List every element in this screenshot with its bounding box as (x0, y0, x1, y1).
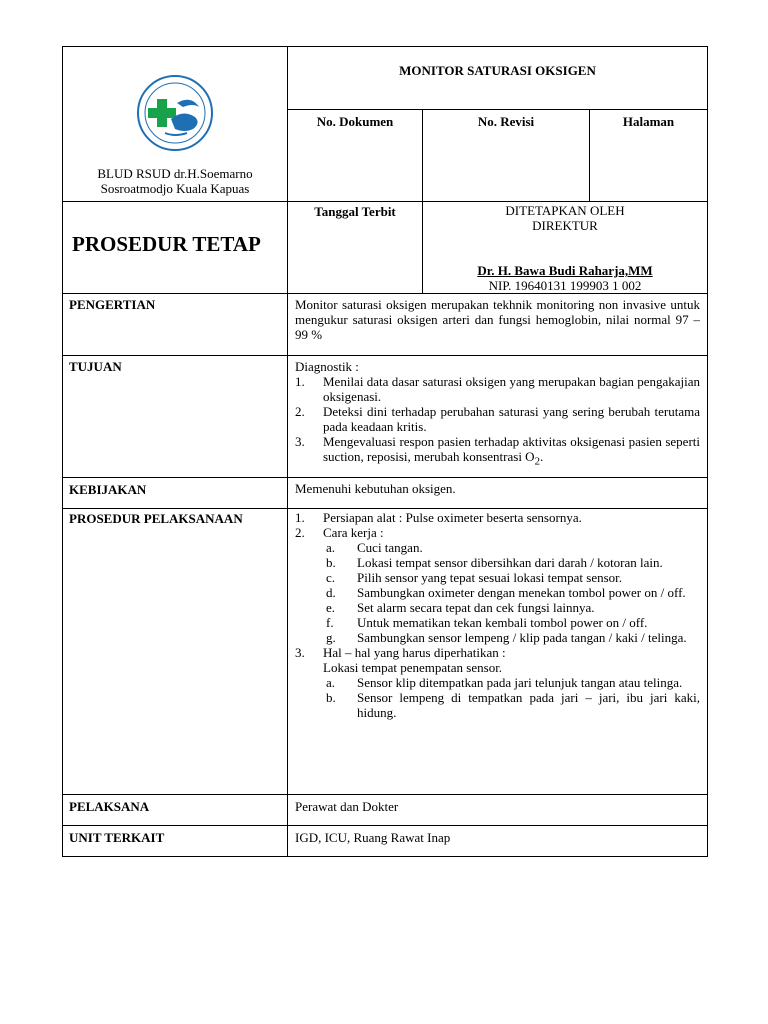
kebijakan-label: KEBIJAKAN (63, 478, 288, 509)
pengertian-label: PENGERTIAN (63, 294, 288, 356)
kebijakan-text: Memenuhi kebutuhan oksigen. (288, 478, 708, 509)
list-item: 3. Hal – hal yang harus diperhatikan : (295, 645, 506, 660)
approval-cell (423, 202, 708, 294)
prosedur-label: PROSEDUR PELAKSANAAN (63, 509, 288, 795)
list-item: e. Set alarm secara tepat dan cek fungsi lainnya. (326, 600, 595, 615)
list-item: 1. Persiapan alat : Pulse oximeter beserta sensornya. (295, 510, 582, 525)
sop-table (62, 46, 708, 857)
hospital-identity-cell (63, 47, 288, 202)
unit-terkait-label: UNIT TERKAIT (63, 826, 288, 857)
no-revisi-header: No. Revisi (423, 110, 590, 202)
pengertian-text: Monitor saturasi oksigen merupakan tekhnik monitoring non invasive untuk mengukur saturasi oksigen arteri dan fungsi hemoglobin, nilai normal 97 – 99 % (288, 294, 708, 356)
direktur-title: DIREKTUR (532, 218, 598, 233)
hospital-logo-icon (135, 73, 215, 153)
list-item: g. Sambungkan sensor lempeng / klip pada tangan / kaki / telinga. (326, 630, 687, 645)
list-item: a. Cuci tangan. (326, 540, 423, 555)
list-item: d. Sambungkan oximeter dengan menekan tombol power on / off. (326, 585, 686, 600)
list-item: f. Untuk mematikan tekan kembali tombol power on / off. (326, 615, 648, 630)
prosedur-content (288, 509, 708, 795)
tujuan-intro: Diagnostik : (295, 359, 359, 374)
director-name: Dr. H. Bawa Budi Raharja,MM (477, 263, 653, 278)
document-type: PROSEDUR TETAP (63, 202, 288, 294)
unit-terkait-text: IGD, ICU, Ruang Rawat Inap (288, 826, 708, 857)
prosedur-item3-intro: Lokasi tempat penempatan sensor. (323, 660, 503, 675)
hospital-name-line2: Sosroatmodjo Kuala Kapuas (100, 181, 250, 196)
document-title: MONITOR SATURASI OKSIGEN (288, 47, 708, 110)
list-item: 1. Menilai data dasar saturasi oksigen yang merupakan bagian pengakajian oksigenasi. (295, 374, 701, 404)
no-dokumen-header: No. Dokumen (288, 110, 423, 202)
list-item: b. Lokasi tempat sensor dibersihkan dari darah / kotoran lain. (326, 555, 663, 570)
list-item: 2. Cara kerja : (295, 525, 384, 540)
list-item: b. Sensor lempeng di tempatkan pada jari – jari, ibu jari kaki, hidung. (326, 690, 701, 720)
sop-document (62, 46, 707, 857)
halaman-header: Halaman (590, 110, 708, 202)
hospital-name-line1: BLUD RSUD dr.H.Soemarno (97, 166, 253, 181)
pelaksana-label: PELAKSANA (63, 795, 288, 826)
list-item: c. Pilih sensor yang tepat sesuai lokasi tempat sensor. (326, 570, 623, 585)
tujuan-content (288, 356, 708, 478)
pelaksana-text: Perawat dan Dokter (288, 795, 708, 826)
list-item: 3. Mengevaluasi respon pasien terhadap aktivitas oksigenasi pasien seperti suction, reposisi, merubah konsentrasi $O_2$. (295, 434, 701, 468)
director-nip: NIP. 19640131 199903 1 002 (488, 278, 642, 293)
list-item: 2. Deteksi dini terhadap perubahan saturasi yang sering berubah terutama pada keadaan kritis. (295, 404, 701, 434)
tanggal-terbit-label: Tanggal Terbit (288, 202, 423, 294)
list-item: a. Sensor klip ditempatkan pada jari telunjuk tangan atau telinga. (326, 675, 683, 690)
tujuan-label: TUJUAN (63, 356, 288, 478)
ditetapkan-oleh: DITETAPKAN OLEH (505, 203, 625, 218)
